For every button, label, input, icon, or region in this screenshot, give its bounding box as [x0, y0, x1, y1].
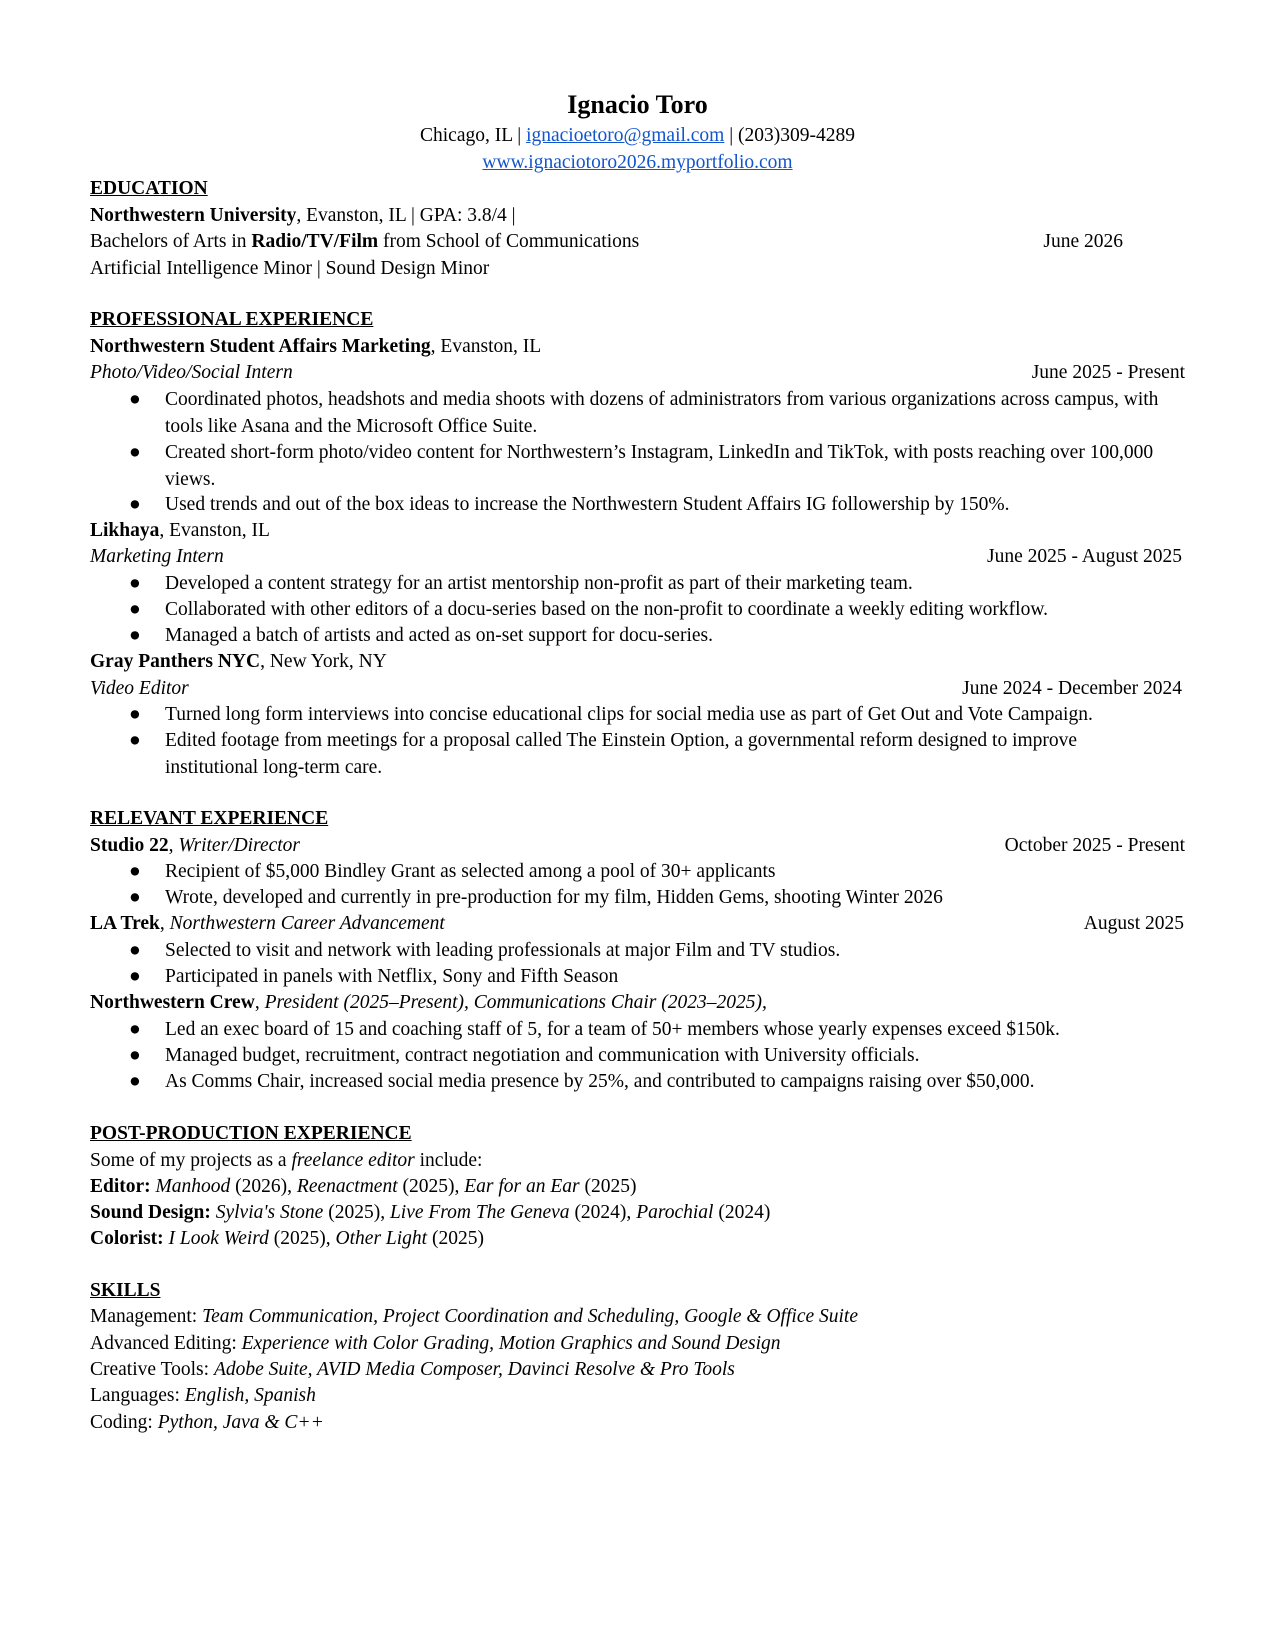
list-item: Turned long form interviews into concise educational clips for social media use as part of Get Out and Vote Campaign.: [165, 704, 1093, 725]
bullet-icon: ●: [129, 704, 141, 725]
candidate-name: Ignacio Toro: [567, 90, 708, 119]
job-org-line: Northwestern Student Affairs Marketing, Evanston, IL: [90, 336, 542, 357]
bullet-icon: ●: [129, 966, 141, 987]
bullet-icon: ●: [129, 494, 141, 515]
job-role-line: Video Editor June 2024 - December 2024: [90, 675, 1185, 702]
list-item: Created short-form photo/video content for Northwestern’s Instagram, LinkedIn and TikTok, with posts reaching over 100,000 views.: [165, 442, 1154, 490]
education-degree-line: Bachelors of Arts in Radio/TV/Film from School of Communications June 2026: [90, 228, 1185, 255]
bullet-icon: ●: [129, 573, 141, 594]
list-item: Edited footage from meetings for a proposal called The Einstein Option, a governmental reform designed to improve institutional long-term care.: [165, 730, 1078, 778]
skill-row: Management: Team Communication, Project Coordination and Scheduling, Google & Office Suite: [90, 1306, 858, 1327]
bullet-icon: ●: [129, 887, 141, 908]
bullet-icon: ●: [129, 1045, 141, 1066]
post-editor-line: Editor: Manhood (2026), Reenactment (2025), Ear for an Ear (2025): [90, 1176, 637, 1197]
job-org-line: Likhaya, Evanston, IL: [90, 520, 270, 541]
job-dates: June 2024 - December 2024: [962, 678, 1182, 699]
skill-row: Languages: English, Spanish: [90, 1385, 316, 1406]
list-item: Managed a batch of artists and acted as on-set support for docu-series.: [165, 625, 713, 646]
location: Chicago, IL: [420, 125, 513, 146]
list-item: Managed budget, recruitment, contract negotiation and communication with University officials.: [165, 1045, 920, 1066]
degree-major: Radio/TV/Film: [251, 231, 379, 252]
relevant-org-line: Northwestern Crew, President (2025–Present), Communications Chair (2023–2025),: [90, 992, 767, 1013]
bullet-icon: ●: [129, 389, 141, 410]
relevant-dates: October 2025 - Present: [1004, 835, 1185, 856]
list-item: Selected to visit and network with leading professionals at major Film and TV studios.: [165, 940, 841, 961]
phone: (203)309-4289: [738, 125, 855, 146]
list-item: Recipient of $5,000 Bindley Grant as selected among a pool of 30+ applicants: [165, 861, 776, 882]
list-item: Participated in panels with Netflix, Sony and Fifth Season: [165, 966, 619, 987]
skills-heading: SKILLS: [90, 1280, 161, 1301]
post-sound-line: Sound Design: Sylvia's Stone (2025), Live From The Geneva (2024), Parochial (2024): [90, 1202, 771, 1223]
list-item: Developed a content strategy for an artist mentorship non-profit as part of their marketing team.: [165, 573, 913, 594]
relevant-org-line: Studio 22, Writer/Director October 2025 - Present: [90, 832, 1185, 859]
skill-row: Advanced Editing: Experience with Color Grading, Motion Graphics and Sound Design: [90, 1333, 781, 1354]
bullet-icon: ●: [129, 599, 141, 620]
job-role-line: Photo/Video/Social Intern June 2025 - Present: [90, 359, 1185, 386]
bullet-icon: ●: [129, 861, 141, 882]
post-colorist-line: Colorist: I Look Weird (2025), Other Light (2025): [90, 1228, 484, 1249]
job-org-line: Gray Panthers NYC, New York, NY: [90, 651, 387, 672]
education-minors: Artificial Intelligence Minor | Sound Design Minor: [90, 258, 490, 279]
website-link[interactable]: www.ignaciotoro2026.myportfolio.com: [482, 152, 793, 173]
list-item: As Comms Chair, increased social media presence by 25%, and contributed to campaigns raising over $50,000.: [165, 1071, 1035, 1092]
bullet-icon: ●: [129, 442, 141, 463]
email-link[interactable]: ignacioetoro@gmail.com: [526, 125, 725, 146]
list-item: Wrote, developed and currently in pre-production for my film, Hidden Gems, shooting Winter 2026: [165, 887, 943, 908]
education-school-line: Northwestern University, Evanston, IL | GPA: 3.8/4 |: [90, 205, 516, 226]
job-role-line: Marketing Intern June 2025 - August 2025: [90, 543, 1185, 570]
list-item: Collaborated with other editors of a docu-series based on the non-profit to coordinate a weekly editing workflow.: [165, 599, 1049, 620]
post-production-heading: POST-PRODUCTION EXPERIENCE: [90, 1123, 412, 1144]
school-name: Northwestern University: [90, 205, 297, 226]
relevant-dates: August 2025: [1083, 913, 1184, 934]
graduation-date: June 2026: [1043, 231, 1123, 252]
bullet-icon: ●: [129, 1071, 141, 1092]
bullet-icon: ●: [129, 940, 141, 961]
bullet-icon: ●: [129, 730, 141, 751]
professional-heading: PROFESSIONAL EXPERIENCE: [90, 309, 374, 330]
bullet-icon: ●: [129, 625, 141, 646]
list-item: Coordinated photos, headshots and media shoots with dozens of administrators from various organizations across campus, with tools like Asana and the Microsoft Office Suite.: [165, 389, 1159, 437]
job-dates: June 2025 - August 2025: [987, 546, 1182, 567]
bullet-icon: ●: [129, 1019, 141, 1040]
relevant-heading: RELEVANT EXPERIENCE: [90, 808, 329, 829]
list-item: Led an exec board of 15 and coaching staff of 5, for a team of 50+ members whose yearly expenses exceed $150k.: [165, 1019, 1060, 1040]
list-item: Used trends and out of the box ideas to increase the Northwestern Student Affairs IG followership by 150%.: [165, 494, 1010, 515]
contact-line: Chicago, IL | ignacioetoro@gmail.com | (203)309-4289: [420, 125, 855, 146]
job-dates: June 2025 - Present: [1031, 362, 1185, 383]
education-heading: EDUCATION: [90, 178, 208, 199]
relevant-org-line: LA Trek, Northwestern Career Advancement August 2025: [90, 910, 1185, 937]
skill-row: Creative Tools: Adobe Suite, AVID Media Composer, Davinci Resolve & Pro Tools: [90, 1359, 735, 1380]
website-line: [0, 149, 1275, 176]
skill-row: Coding: Python, Java & C++: [90, 1412, 324, 1433]
post-intro: Some of my projects as a freelance editor include:: [90, 1150, 483, 1171]
